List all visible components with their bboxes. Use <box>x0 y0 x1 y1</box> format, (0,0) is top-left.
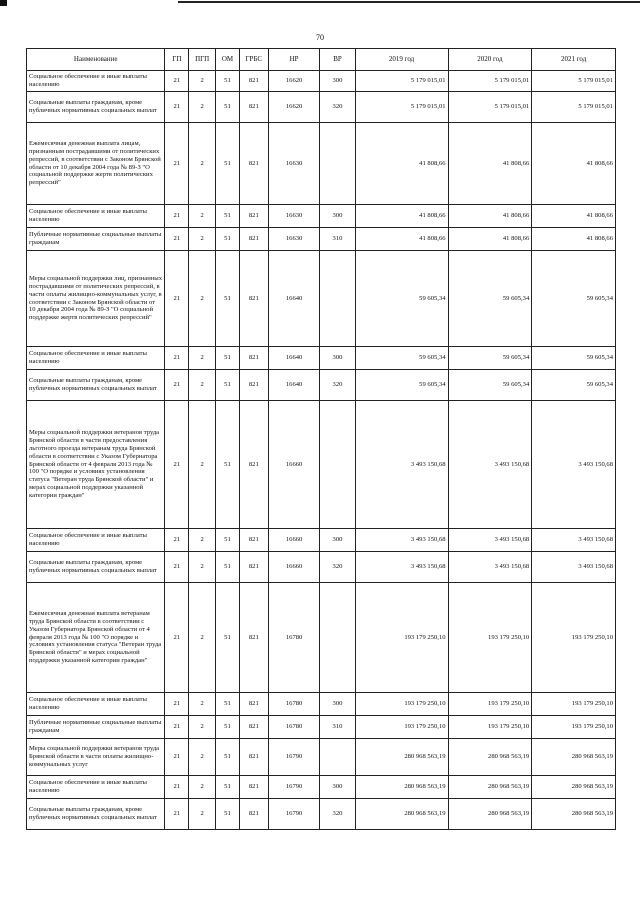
row-2020: 3 493 150,68 <box>448 529 532 552</box>
row-om: 51 <box>216 716 240 739</box>
row-2019: 280 968 563,19 <box>355 739 448 776</box>
row-vr <box>320 401 355 529</box>
row-gp: 21 <box>165 92 189 123</box>
row-2020: 59 605,34 <box>448 347 532 370</box>
row-2021: 3 493 150,68 <box>532 552 616 583</box>
row-2021: 5 179 015,01 <box>532 71 616 92</box>
row-om: 51 <box>216 693 240 716</box>
row-2020: 5 179 015,01 <box>448 92 532 123</box>
row-pgp: 2 <box>189 776 216 799</box>
row-2019: 59 605,34 <box>355 347 448 370</box>
row-name: Социальное обеспечение и иные выплаты населению <box>27 529 165 552</box>
row-gp: 21 <box>165 205 189 228</box>
row-2019: 59 605,34 <box>355 370 448 401</box>
row-grbs: 821 <box>239 716 268 739</box>
header-gp: ГП <box>165 49 189 71</box>
row-pgp: 2 <box>189 92 216 123</box>
row-nr: 16620 <box>268 92 320 123</box>
row-gp: 21 <box>165 583 189 693</box>
row-2020: 41 808,66 <box>448 123 532 205</box>
row-2020: 5 179 015,01 <box>448 71 532 92</box>
row-2019: 193 179 250,10 <box>355 716 448 739</box>
row-vr: 300 <box>320 71 355 92</box>
row-2021: 59 605,34 <box>532 251 616 347</box>
row-2019: 3 493 150,68 <box>355 529 448 552</box>
row-pgp: 2 <box>189 205 216 228</box>
header-pgp: ПГП <box>189 49 216 71</box>
row-om: 51 <box>216 228 240 251</box>
row-vr: 300 <box>320 776 355 799</box>
header-2019: 2019 год <box>355 49 448 71</box>
table-row <box>27 92 616 123</box>
table-row <box>27 552 616 583</box>
row-name: Социальное обеспечение и иные выплаты населению <box>27 347 165 370</box>
row-vr: 300 <box>320 205 355 228</box>
row-name: Ежемесячная денежная выплата лицам, признанным пострадавшими от политических репрессий, в соответствии с Законом Брянской области от 10 декабря 2004 года № 89-З "О социальной поддержке жертв политических репрессий" <box>27 123 165 205</box>
row-2020: 280 968 563,19 <box>448 739 532 776</box>
row-2021: 41 808,66 <box>532 205 616 228</box>
table-row <box>27 583 616 693</box>
row-gp: 21 <box>165 529 189 552</box>
header-vr: ВР <box>320 49 355 71</box>
row-gp: 21 <box>165 693 189 716</box>
row-pgp: 2 <box>189 583 216 693</box>
header-grbs: ГРБС <box>239 49 268 71</box>
table-row <box>27 228 616 251</box>
row-nr: 16790 <box>268 799 320 830</box>
table-row <box>27 71 616 92</box>
row-pgp: 2 <box>189 799 216 830</box>
row-2019: 41 808,66 <box>355 228 448 251</box>
row-nr: 16630 <box>268 123 320 205</box>
row-nr: 16790 <box>268 739 320 776</box>
row-grbs: 821 <box>239 123 268 205</box>
scan-mark <box>0 0 7 6</box>
row-grbs: 821 <box>239 799 268 830</box>
row-gp: 21 <box>165 776 189 799</box>
row-nr: 16630 <box>268 205 320 228</box>
row-om: 51 <box>216 552 240 583</box>
row-nr: 16620 <box>268 71 320 92</box>
row-2021: 3 493 150,68 <box>532 401 616 529</box>
row-om: 51 <box>216 401 240 529</box>
row-om: 51 <box>216 347 240 370</box>
row-vr: 310 <box>320 228 355 251</box>
row-2020: 193 179 250,10 <box>448 716 532 739</box>
header-om: ОМ <box>216 49 240 71</box>
row-pgp: 2 <box>189 123 216 205</box>
row-grbs: 821 <box>239 401 268 529</box>
row-grbs: 821 <box>239 228 268 251</box>
row-2021: 193 179 250,10 <box>532 716 616 739</box>
row-grbs: 821 <box>239 583 268 693</box>
row-nr: 16640 <box>268 347 320 370</box>
row-gp: 21 <box>165 552 189 583</box>
row-2019: 193 179 250,10 <box>355 693 448 716</box>
row-name: Публичные нормативные социальные выплаты гражданам <box>27 716 165 739</box>
row-2019: 280 968 563,19 <box>355 776 448 799</box>
row-om: 51 <box>216 799 240 830</box>
row-2019: 5 179 015,01 <box>355 92 448 123</box>
row-nr: 16660 <box>268 529 320 552</box>
row-2019: 193 179 250,10 <box>355 583 448 693</box>
row-name: Социальное обеспечение и иные выплаты населению <box>27 71 165 92</box>
table-row <box>27 123 616 205</box>
table-row <box>27 529 616 552</box>
row-name: Социальные выплаты гражданам, кроме публичных нормативных социальных выплат <box>27 799 165 830</box>
row-vr <box>320 251 355 347</box>
row-pgp: 2 <box>189 71 216 92</box>
row-2020: 193 179 250,10 <box>448 693 532 716</box>
row-om: 51 <box>216 776 240 799</box>
row-2020: 193 179 250,10 <box>448 583 532 693</box>
row-gp: 21 <box>165 347 189 370</box>
row-grbs: 821 <box>239 529 268 552</box>
row-name: Социальные выплаты гражданам, кроме публичных нормативных социальных выплат <box>27 370 165 401</box>
row-2020: 280 968 563,19 <box>448 799 532 830</box>
row-2021: 41 808,66 <box>532 123 616 205</box>
row-name: Публичные нормативные социальные выплаты гражданам <box>27 228 165 251</box>
row-2019: 280 968 563,19 <box>355 799 448 830</box>
scan-rule <box>178 1 640 3</box>
table-row <box>27 693 616 716</box>
table-row <box>27 776 616 799</box>
row-nr: 16630 <box>268 228 320 251</box>
table-row <box>27 401 616 529</box>
row-om: 51 <box>216 123 240 205</box>
row-name: Ежемесячная денежная выплата ветеранам труда Брянской области в соответствии с Указом Губернатора Брянской области от 4 февраля 2013 года № 100 "О порядке и условиях установления статуса "Ветеран труда Брянской области" и мерах социальной поддержки указанной категории граждан" <box>27 583 165 693</box>
row-2019: 3 493 150,68 <box>355 552 448 583</box>
row-grbs: 821 <box>239 693 268 716</box>
row-pgp: 2 <box>189 739 216 776</box>
row-2020: 3 493 150,68 <box>448 552 532 583</box>
row-vr: 320 <box>320 799 355 830</box>
table-header-row <box>27 49 616 71</box>
row-nr: 16780 <box>268 716 320 739</box>
row-grbs: 821 <box>239 251 268 347</box>
row-om: 51 <box>216 205 240 228</box>
row-2019: 59 605,34 <box>355 251 448 347</box>
row-om: 51 <box>216 583 240 693</box>
row-2021: 280 968 563,19 <box>532 739 616 776</box>
row-gp: 21 <box>165 370 189 401</box>
row-vr: 320 <box>320 92 355 123</box>
header-2020: 2020 год <box>448 49 532 71</box>
row-om: 51 <box>216 71 240 92</box>
row-pgp: 2 <box>189 228 216 251</box>
row-grbs: 821 <box>239 370 268 401</box>
row-2019: 3 493 150,68 <box>355 401 448 529</box>
row-gp: 21 <box>165 716 189 739</box>
row-vr <box>320 739 355 776</box>
row-2021: 193 179 250,10 <box>532 693 616 716</box>
row-gp: 21 <box>165 123 189 205</box>
row-name: Социальное обеспечение и иные выплаты населению <box>27 693 165 716</box>
row-pgp: 2 <box>189 347 216 370</box>
row-vr: 320 <box>320 552 355 583</box>
row-2021: 280 968 563,19 <box>532 799 616 830</box>
row-2020: 59 605,34 <box>448 370 532 401</box>
row-grbs: 821 <box>239 205 268 228</box>
row-vr <box>320 583 355 693</box>
header-2021: 2021 год <box>532 49 616 71</box>
row-om: 51 <box>216 739 240 776</box>
row-2019: 41 808,66 <box>355 205 448 228</box>
row-vr: 320 <box>320 370 355 401</box>
row-grbs: 821 <box>239 739 268 776</box>
header-name: Наименование <box>27 49 165 71</box>
row-vr: 300 <box>320 529 355 552</box>
row-2021: 59 605,34 <box>532 347 616 370</box>
row-2019: 5 179 015,01 <box>355 71 448 92</box>
row-pgp: 2 <box>189 370 216 401</box>
row-grbs: 821 <box>239 92 268 123</box>
row-nr: 16790 <box>268 776 320 799</box>
row-name: Социальные выплаты гражданам, кроме публичных нормативных социальных выплат <box>27 552 165 583</box>
row-nr: 16660 <box>268 552 320 583</box>
table-row <box>27 347 616 370</box>
row-vr: 300 <box>320 693 355 716</box>
row-gp: 21 <box>165 739 189 776</box>
row-name: Меры социальной поддержки лиц, признанных пострадавшими от политических репрессий, в части оплаты жилищно-коммунальных услуг, в соответствии с Законом Брянской области от 10 декабря 2004 года № 89-З "О социальной поддержке жертв политических репрессий" <box>27 251 165 347</box>
row-nr: 16780 <box>268 693 320 716</box>
row-name: Меры социальной поддержки ветеранов труда Брянской области в части оплаты жилищно-коммунальных услуг <box>27 739 165 776</box>
header-nr: НР <box>268 49 320 71</box>
row-2020: 41 808,66 <box>448 228 532 251</box>
row-gp: 21 <box>165 228 189 251</box>
table-row <box>27 716 616 739</box>
table-row <box>27 370 616 401</box>
row-gp: 21 <box>165 401 189 529</box>
row-2021: 59 605,34 <box>532 370 616 401</box>
row-vr: 310 <box>320 716 355 739</box>
row-pgp: 2 <box>189 552 216 583</box>
row-nr: 16640 <box>268 251 320 347</box>
row-pgp: 2 <box>189 529 216 552</box>
row-pgp: 2 <box>189 693 216 716</box>
row-name: Социальное обеспечение и иные выплаты населению <box>27 776 165 799</box>
row-2021: 3 493 150,68 <box>532 529 616 552</box>
table-row <box>27 739 616 776</box>
row-om: 51 <box>216 251 240 347</box>
row-grbs: 821 <box>239 776 268 799</box>
row-name: Социальное обеспечение и иные выплаты населению <box>27 205 165 228</box>
row-2021: 5 179 015,01 <box>532 92 616 123</box>
row-pgp: 2 <box>189 716 216 739</box>
row-pgp: 2 <box>189 251 216 347</box>
table-row <box>27 251 616 347</box>
table-row <box>27 799 616 830</box>
row-vr: 300 <box>320 347 355 370</box>
row-2021: 41 808,66 <box>532 228 616 251</box>
row-2020: 280 968 563,19 <box>448 776 532 799</box>
row-2020: 41 808,66 <box>448 205 532 228</box>
row-gp: 21 <box>165 71 189 92</box>
row-2020: 59 605,34 <box>448 251 532 347</box>
row-om: 51 <box>216 92 240 123</box>
row-2021: 193 179 250,10 <box>532 583 616 693</box>
budget-table <box>26 48 616 830</box>
row-grbs: 821 <box>239 347 268 370</box>
row-nr: 16660 <box>268 401 320 529</box>
row-2019: 41 808,66 <box>355 123 448 205</box>
page-number: 70 <box>316 33 324 42</box>
row-pgp: 2 <box>189 401 216 529</box>
table-row <box>27 205 616 228</box>
row-nr: 16780 <box>268 583 320 693</box>
row-gp: 21 <box>165 799 189 830</box>
row-om: 51 <box>216 529 240 552</box>
row-nr: 16640 <box>268 370 320 401</box>
row-2020: 3 493 150,68 <box>448 401 532 529</box>
scan-edge-marks <box>0 0 640 6</box>
row-name: Социальные выплаты гражданам, кроме публичных нормативных социальных выплат <box>27 92 165 123</box>
row-name: Меры социальной поддержки ветеранов труда Брянской области в части предоставления льготного проезда ветеранам труда Брянской области в соответствии с Указом Губернатора Брянской области от 4 февраля 2013 года № 100 "О порядке и условиях установления статуса "Ветеран труда Брянской области" и мерах социальной поддержки указанной категории граждан" <box>27 401 165 529</box>
row-2021: 280 968 563,19 <box>532 776 616 799</box>
row-om: 51 <box>216 370 240 401</box>
row-grbs: 821 <box>239 71 268 92</box>
row-vr <box>320 123 355 205</box>
row-grbs: 821 <box>239 552 268 583</box>
row-gp: 21 <box>165 251 189 347</box>
